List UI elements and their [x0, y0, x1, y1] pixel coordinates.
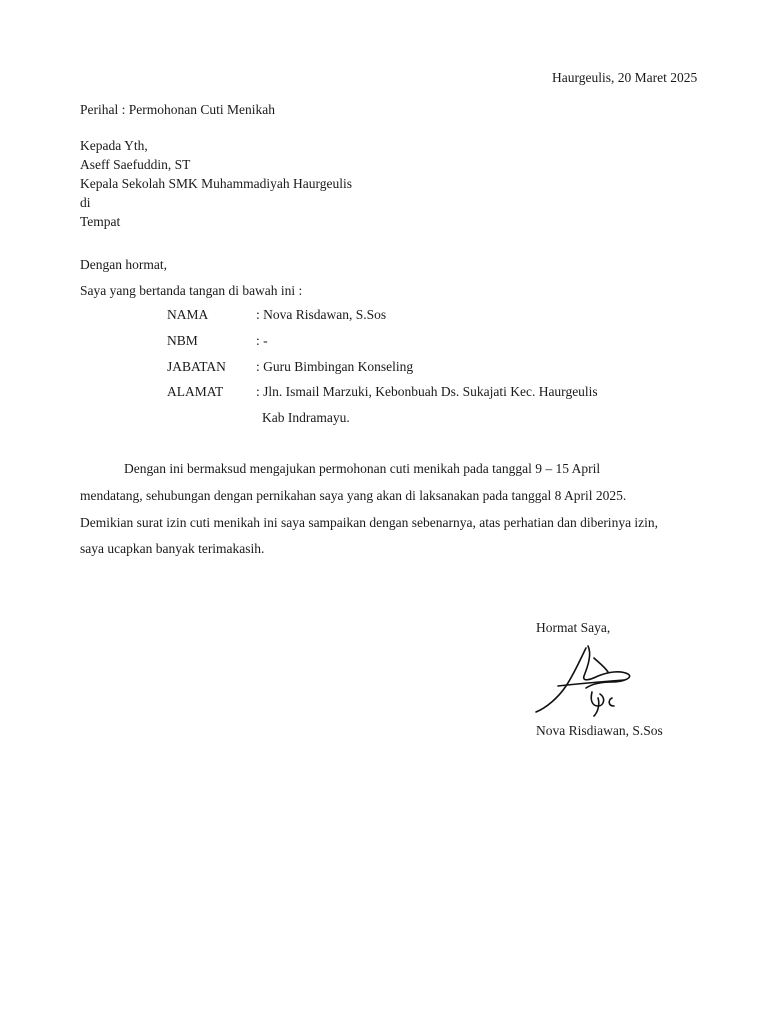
recipient-di: di: [80, 195, 91, 210]
body-line-3: Demikian surat izin cuti menikah ini saya sampaikan dengan sebenarnya, atas perhatian dan diberinya izin,: [80, 515, 659, 530]
field-value-nbm: : -: [256, 333, 268, 348]
signer-name: Nova Risdiawan, S.Sos: [536, 723, 663, 738]
recipient-title: Kepala Sekolah SMK Muhammadiyah Haurgeulis: [80, 176, 352, 191]
field-label-nbm: NBM: [167, 333, 198, 348]
field-value-jabatan: : Guru Bimbingan Konseling: [256, 359, 414, 374]
recipient-salutation: Kepada Yth,: [80, 138, 148, 153]
field-value-alamat: : Jln. Ismail Marzuki, Kebonbuah Ds. Sukajati Kec. Haurgeulis: [256, 384, 598, 399]
place-date: Haurgeulis, 20 Maret 2025: [552, 70, 698, 85]
subject-line: Perihal : Permohonan Cuti Menikah: [80, 102, 275, 117]
field-value-alamat-line2: Kab Indramayu.: [262, 410, 350, 425]
body-line-4: saya ucapkan banyak terimakasih.: [80, 541, 265, 556]
closing: Hormat Saya,: [536, 620, 611, 635]
recipient-place: Tempat: [80, 214, 121, 229]
intro-line: Saya yang bertanda tangan di bawah ini :: [80, 283, 303, 298]
field-label-jabatan: JABATAN: [167, 359, 226, 374]
greeting: Dengan hormat,: [80, 257, 167, 272]
body-line-2: mendatang, sehubungan dengan pernikahan saya yang akan di laksanakan pada tanggal 8 April 2025.: [80, 488, 627, 503]
field-label-nama: NAMA: [167, 307, 209, 322]
recipient-name: Aseff Saefuddin, ST: [80, 157, 191, 172]
body-line-1: Dengan ini bermaksud mengajukan permohonan cuti menikah pada tanggal 9 – 15 April: [124, 461, 601, 476]
field-value-nama: : Nova Risdawan, S.Sos: [256, 307, 387, 322]
signature-icon: [528, 640, 658, 720]
field-label-alamat: ALAMAT: [167, 384, 224, 399]
